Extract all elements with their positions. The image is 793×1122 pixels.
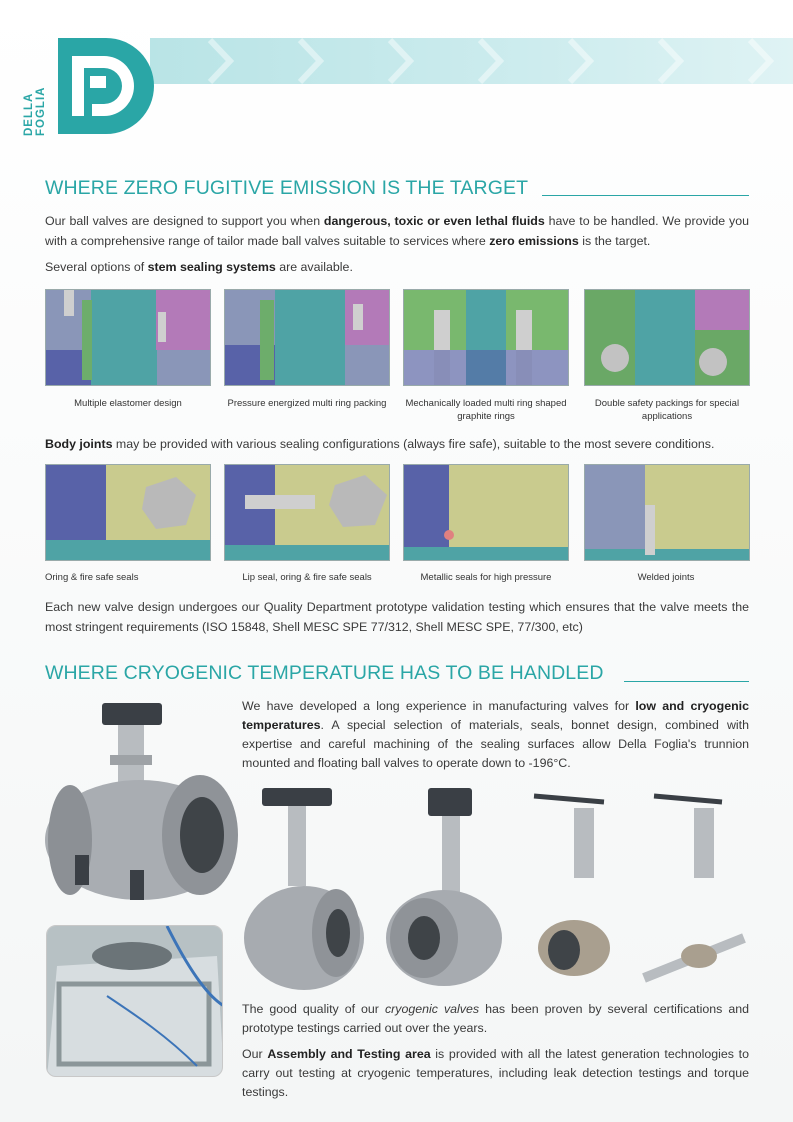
- joint-caption-3: Metallic seals for high pressure: [420, 572, 552, 583]
- stem-paragraph: [45, 257, 749, 277]
- intro-text: have to be handled. We provide you with a comprehensive range of tailor made ball valves suitable to services where: [45, 214, 749, 248]
- cryogenic-paragraph-2: [242, 1000, 749, 1038]
- stem-bold: stem sealing systems: [147, 260, 276, 274]
- cryo-text: has been proven by several certifications and prototype testings carried out over the years.: [242, 1002, 750, 1035]
- section-title-emission: WHERE ZERO FUGITIVE EMISSION IS THE TARGET: [45, 177, 529, 199]
- joint-caption-1: Oring & fire safe seals: [45, 572, 139, 583]
- intro-bold-zero: zero emissions: [489, 234, 579, 248]
- body-joints-text: may be provided with various sealing configurations (always fire safe), suitable to the most severe conditions.: [112, 437, 715, 451]
- joint-caption-2: Lip seal, oring & fire safe seals: [242, 572, 372, 583]
- joint-caption-4: Welded joints: [637, 572, 695, 583]
- stem-caption-1: Multiple elastomer design: [74, 398, 182, 409]
- stem-image-2: [224, 289, 390, 386]
- della-foglia-logo: [58, 38, 158, 134]
- section-title-cryogenic: WHERE CRYOGENIC TEMPERATURE HAS TO BE HANDLED: [45, 662, 604, 684]
- cryo-text: The good quality of our: [242, 1002, 385, 1016]
- stem-caption-3: Mechanically loaded multi ring shaped graphite rings: [405, 398, 567, 422]
- stem-image-1: [45, 289, 211, 386]
- cryo-text: We have developed a long experience in manufacturing valves for: [242, 699, 636, 713]
- cryogenic-paragraph-3: [242, 1045, 749, 1102]
- joint-image-3: [403, 464, 569, 561]
- joint-image-1: [45, 464, 211, 561]
- body-joints-bold: Body joints: [45, 437, 113, 451]
- intro-paragraph: [45, 211, 749, 251]
- title-underline: [542, 195, 749, 196]
- brand-name: DELLA FOGLIA: [23, 86, 47, 136]
- large-cryogenic-valve-photo: [40, 695, 240, 910]
- title-underline: [624, 681, 749, 682]
- intro-text: Our ball valves are designed to support you when: [45, 214, 324, 228]
- cryo-text: is provided with all the latest generation technologies to carry out testing at cryogenic temperatures, including leak detection testings and torque testings.: [242, 1047, 749, 1099]
- stem-text: are available.: [275, 260, 353, 274]
- body-joints-paragraph: [45, 434, 749, 454]
- stem-image-4: [584, 289, 750, 386]
- stem-caption-4: Double safety packings for special applications: [594, 398, 740, 422]
- cryo-italic: cryogenic valves: [384, 1002, 480, 1016]
- cryo-text: Our: [242, 1047, 268, 1061]
- joint-image-2: [224, 464, 390, 561]
- testing-area-photo: [46, 925, 223, 1077]
- intro-text: is the target.: [578, 234, 651, 248]
- stem-text: Several options of: [45, 260, 148, 274]
- stem-image-3: [403, 289, 569, 386]
- testing-paragraph: Each new valve design undergoes our Quality Department prototype validation testing which ensures that the valve meets the most stringent requirements (ISO 15848, Shell MESC SPE 77/312, Shell MESC SPE, 77/300, etc): [45, 600, 749, 634]
- chevron-pattern: [150, 38, 793, 84]
- stem-caption-2: Pressure energized multi ring packing: [227, 398, 387, 409]
- joint-image-4: [584, 464, 750, 561]
- cryo-text: . A special selection of materials, seals, bonnet design, combined with expertise and careful machining of the sealing surfaces allow Della Foglia's trunnion mounted and floating ball valves to operate down to -196°C.: [242, 718, 749, 770]
- cryo-bold: Assembly and Testing area: [267, 1047, 431, 1061]
- cryo-bold: low and cryogenic temperatures: [242, 699, 749, 732]
- cryogenic-paragraph-1: [242, 697, 749, 773]
- intro-bold-fluids: dangerous, toxic or even lethal fluids: [323, 214, 545, 228]
- cryogenic-valves-row-photo: [244, 778, 750, 993]
